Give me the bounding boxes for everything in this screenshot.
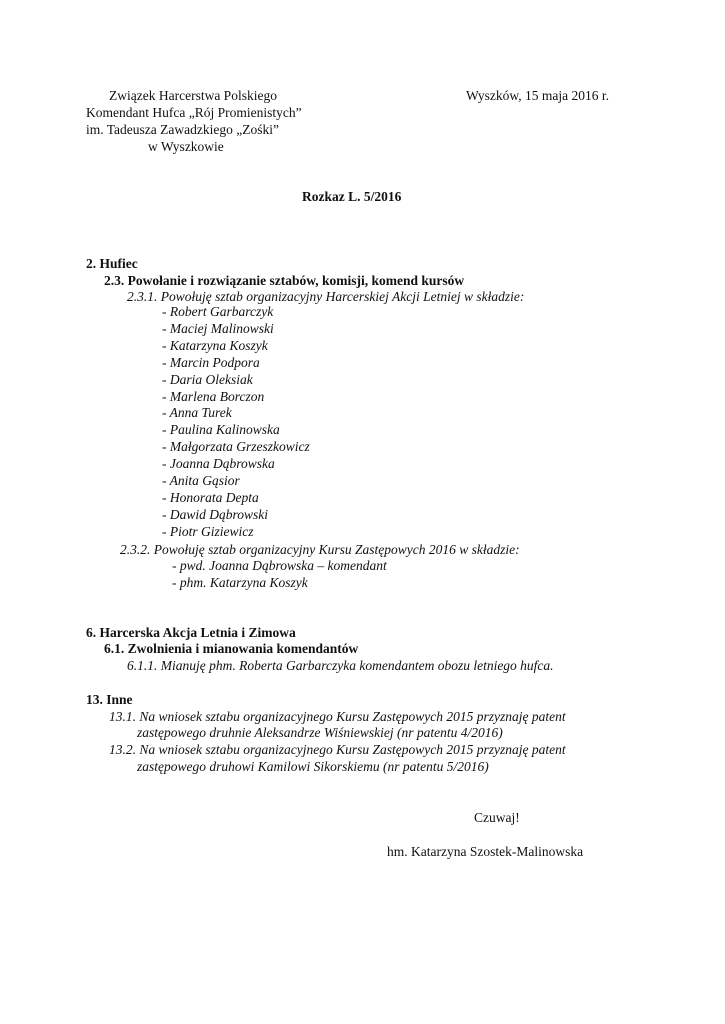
item-2-3-1-member-list (162, 304, 310, 541)
item-13-2-line1: 13.2. Na wniosek sztabu organizacyjnego Kursu Zastępowych 2015 przyznaję patent (109, 742, 566, 757)
item-13-1-line1: 13.1. Na wniosek sztabu organizacyjnego Kursu Zastępowych 2015 przyznaję patent (109, 709, 566, 724)
org-name: Związek Harcerstwa Polskiego (109, 88, 277, 103)
item-13-1-line2: zastępowego druhnie Aleksandrze Wiśniewskiej (nr patentu 4/2016) (137, 725, 503, 740)
member-list-item: - pwd. Joanna Dąbrowska – komendant (172, 558, 387, 573)
member-list-item: - Katarzyna Koszyk (162, 337, 268, 353)
member-list-item: - Anna Turek (162, 405, 232, 421)
member-list-item: - Maciej Malinowski (162, 320, 274, 336)
org-location: w Wyszkowie (148, 139, 224, 154)
section-2-heading: 2. Hufiec (86, 256, 138, 271)
member-list-item: - phm. Katarzyna Koszyk (172, 575, 308, 590)
org-commander: Komendant Hufca „Rój Promienistych” (86, 105, 302, 120)
item-13-2-line2: zastępowego druhowi Kamilowi Sikorskiemu (nr patentu 5/2016) (137, 759, 489, 774)
section-2-3-heading: 2.3. Powołanie i rozwiązanie sztabów, komisji, komend kursów (104, 273, 465, 288)
member-list-item: - Marlena Borczon (162, 388, 265, 404)
org-patron: im. Tadeusza Zawadzkiego „Zośki” (86, 122, 279, 137)
member-list-item: - Daria Oleksiak (162, 371, 253, 387)
closing-greeting: Czuwaj! (474, 810, 520, 825)
item-6-1-1-text: 6.1.1. Mianuję phm. Roberta Garbarczyka komendantem obozu letniego hufca. (127, 658, 554, 673)
member-list-item: - Honorata Depta (162, 489, 259, 505)
item-2-3-2-text: 2.3.2. Powołuję sztab organizacyjny Kursu Zastępowych 2016 w składzie: (120, 542, 520, 557)
member-list-item: - Joanna Dąbrowska (162, 456, 275, 472)
member-list-item: - Małgorzata Grzeszkowicz (162, 439, 310, 455)
section-6-1-heading: 6.1. Zwolnienia i mianowania komendantów (104, 641, 359, 656)
signature: hm. Katarzyna Szostek-Malinowska (387, 844, 584, 859)
member-list-item: - Piotr Giziewicz (162, 523, 254, 539)
section-6-heading: 6. Harcerska Akcja Letnia i Zimowa (86, 625, 296, 640)
member-list-item: - Robert Garbarczyk (162, 304, 274, 319)
member-list-item: - Dawid Dąbrowski (162, 506, 269, 522)
member-list-item: - Paulina Kalinowska (162, 422, 280, 438)
document-title: Rozkaz L. 5/2016 (302, 189, 402, 204)
place-date: Wyszków, 15 maja 2016 r. (466, 88, 610, 103)
item-2-3-1-text: 2.3.1. Powołuję sztab organizacyjny Harcerskiej Akcji Letniej w składzie: (127, 289, 525, 304)
member-list-item: - Marcin Podpora (162, 354, 260, 370)
section-13-heading: 13. Inne (86, 692, 133, 707)
member-list-item: - Anita Gąsior (162, 473, 240, 489)
